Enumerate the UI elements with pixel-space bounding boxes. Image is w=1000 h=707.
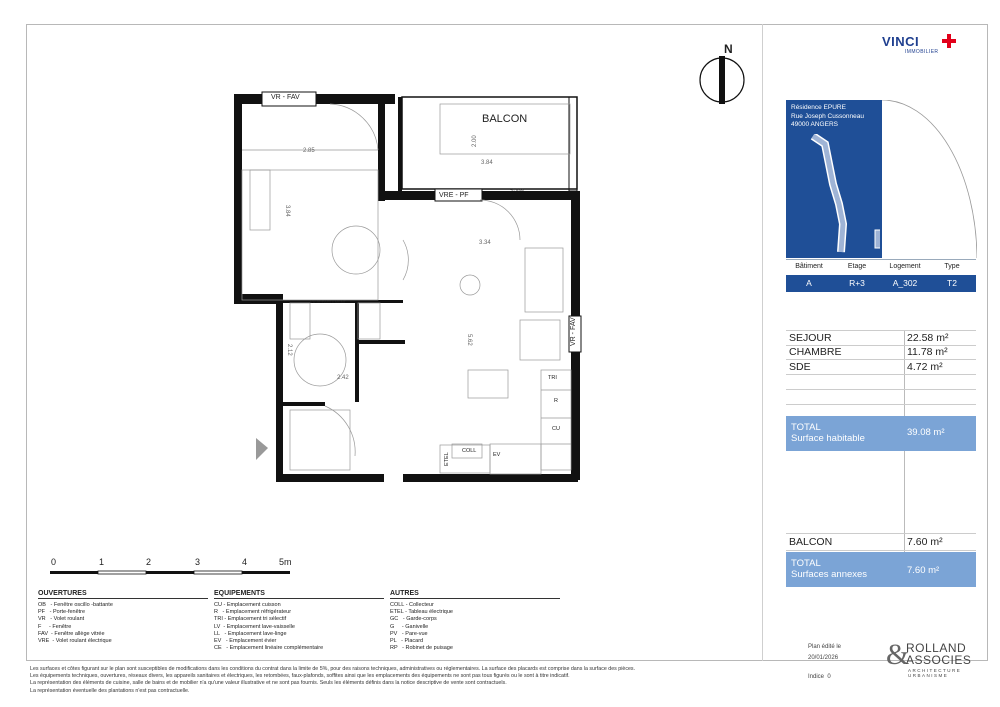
scale-bar: [50, 571, 290, 574]
area-row: [786, 390, 976, 405]
edition-label: Plan édité le: [808, 644, 842, 650]
area-row-balcon: BALCON 7.60 m²: [786, 533, 976, 551]
scale-label: 2: [146, 557, 152, 567]
area-row: [786, 375, 976, 390]
architect-sub: ARCHITECTURE URBANISME: [908, 668, 962, 678]
vu-appartement: VU APPARTEMENT: [310, 299, 347, 304]
architect-name1: ROLLAND: [906, 641, 967, 655]
legend-ouvertures: OB - Fenêtre oscillo -battante PF - Porte-fenêtre VR - Volet roulant F - Fenêtre FAV - Fenêtre allège vitrée VRE - Volet roulant électrique: [38, 602, 113, 645]
disclaimer-line: La représentation éventuelle des plantations n'est pas contractuelle.: [30, 687, 190, 694]
equip-etel: ETEL: [444, 452, 450, 466]
dim-384b: 3.84: [481, 160, 493, 166]
disclaimer-line: La représentation des éléments de cuisine, salle de bains et de mobilier n'a qu'une valeur illustrative et ne sont pas fournis. Seuls les éléments définis dans la notice descriptive de vente sont contractuels.: [30, 680, 507, 687]
site-plan: [805, 134, 880, 256]
scale-label: 4: [242, 557, 248, 567]
legend-rule: [390, 598, 560, 599]
total-label: TOTAL: [791, 422, 821, 433]
total-value: 39.08 m²: [907, 427, 945, 438]
address-line2: Rue Joseph Cussonneau: [791, 112, 864, 120]
ampersand-icon: &: [886, 638, 910, 671]
legend-equipements: CU - Emplacement cuisson R - Emplacement réfrigérateur TRI - Emplacement tri sélectif LV - Emplacement lave-vaisselle LL - Emplacement lave-linge EV - Emplacement évier CE - Emplacement linéaire complémentaire: [214, 602, 324, 652]
annex-label: TOTAL: [791, 558, 821, 569]
area-row: SDE 4.72 m²: [786, 360, 976, 375]
dim-200: 2.00: [472, 135, 478, 147]
annex-value: 7.60 m²: [907, 565, 940, 576]
info-value: A_302: [882, 275, 928, 292]
vinci-cross-icon: [942, 34, 956, 48]
vinci-logo-sub: IMMOBILIER: [905, 49, 939, 55]
scale-label: 0: [51, 557, 57, 567]
scale-label: 1: [99, 557, 105, 567]
indice-label: Indice: [808, 674, 825, 680]
window-label-vr-fav-right: VR - FAV: [570, 317, 577, 346]
area-row: CHAMBRE 11.78 m²: [786, 345, 976, 360]
entry-arrow: [256, 438, 268, 460]
disclaimer-line: Les équipements techniques, ouvertures, réseaux divers, les appareils sanitaires et électriques, les retombées, faux-plafonds, soffites ainsi que les emplacements des équipements ne sont pas tous figurés ou le sont à titre indicatif.: [30, 673, 570, 680]
equip-r: R: [554, 398, 558, 404]
total-habitable: [786, 416, 976, 451]
architect-name2: ASSOCIES: [906, 653, 972, 667]
north-compass-icon: [700, 56, 744, 104]
dim-212: 2.12: [286, 344, 292, 356]
furniture: [242, 104, 571, 474]
legend-equipements-title: EQUIPEMENTS: [214, 590, 265, 597]
equip-ev: EV: [493, 452, 501, 458]
balcon-label: BALCON: [482, 113, 528, 125]
disclaimer-line: Les surfaces et côtes figurant sur le plan sont susceptibles de modifications dans les conditions du contrat dans la limite de 5%, pour des raisons techniques, administratives ou réglementaires. La surface des placards est comprise dans la surface des pièces.: [30, 666, 636, 672]
panel-separator: [762, 24, 763, 661]
info-value: R+3: [832, 275, 882, 292]
window-label-vr-fav: VR - FAV: [271, 94, 300, 101]
scale-label: 5m: [279, 557, 292, 567]
window-label-vre-pf: VRE - PF: [439, 192, 469, 199]
info-header: Logement: [882, 259, 928, 277]
dim-242: 2.42: [337, 375, 349, 381]
site-curve: [882, 100, 977, 260]
total-sublabel: Surface habitable: [791, 433, 865, 444]
info-header: Etage: [832, 259, 882, 277]
info-value: T2: [928, 275, 976, 292]
legend-ouvertures-title: OUVERTURES: [38, 590, 87, 597]
legend-autres: COLL - Collecteur ETEL - Tableau électrique GC - Garde-corps G - Ganivelle PV - Pare-vue PL - Placard RP - Robinet de puisage: [390, 602, 453, 652]
equip-tri: TRI: [548, 375, 557, 381]
walls: [234, 94, 580, 482]
north-label: N: [724, 42, 733, 56]
equip-coll: COLL: [462, 448, 477, 454]
legend-rule: [214, 598, 384, 599]
info-header: Type: [928, 259, 976, 277]
info-value: A: [786, 275, 832, 292]
indice-value: 0: [827, 674, 831, 680]
edition-date: 20/01/2026: [808, 655, 839, 661]
info-header: Bâtiment: [786, 259, 832, 277]
dim-285: 2.85: [303, 148, 315, 154]
area-row: SEJOUR 22.58 m²: [786, 330, 976, 346]
equip-cu: CU: [552, 426, 560, 432]
edition-info: [808, 643, 841, 681]
legend-rule: [38, 598, 208, 599]
level-label: +/- 0.00: [510, 187, 524, 192]
dim-562: 5.62: [466, 334, 472, 346]
address-line3: 49000 ANGERS: [791, 121, 838, 128]
vinci-logo: VINCI: [882, 34, 920, 49]
dim-384a: 3.84: [284, 205, 290, 217]
scale-label: 3: [195, 557, 201, 567]
disclaimer: [30, 666, 635, 695]
annex-sublabel: Surfaces annexes: [791, 569, 868, 580]
total-annexes: [786, 552, 976, 587]
legend-autres-title: AUTRES: [390, 590, 419, 597]
dim-334: 3.34: [479, 240, 491, 246]
address-line1: Résidence EPURE: [791, 104, 846, 111]
